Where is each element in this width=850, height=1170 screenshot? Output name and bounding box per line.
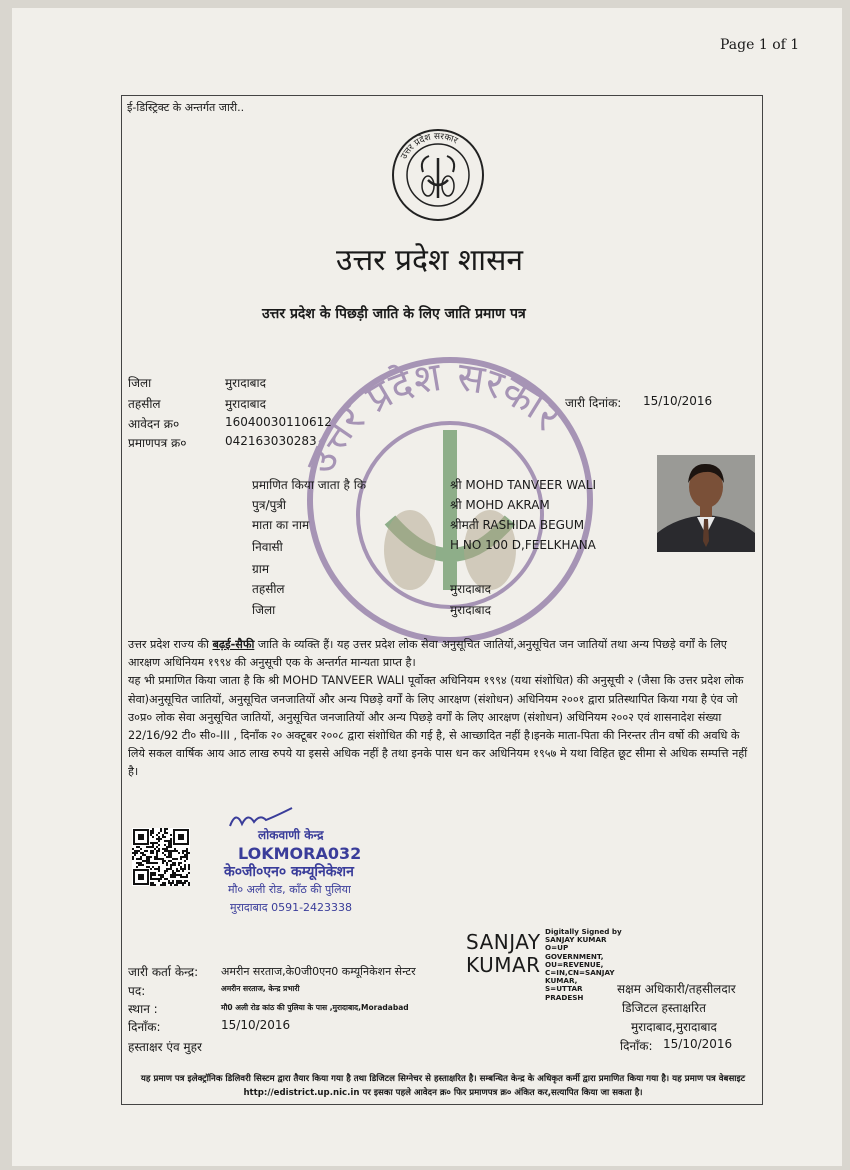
- person-district-label: जिला: [252, 603, 276, 617]
- father-name: श्री MOHD AKRAM: [450, 498, 550, 512]
- district-value: मुरादाबाद: [225, 376, 267, 390]
- person-tehsil: मुरादाबाद: [450, 582, 492, 596]
- village-label: ग्राम: [252, 562, 270, 576]
- signature-seal-label: हस्ताक्षर एंव मुहर: [128, 1040, 202, 1054]
- digital-signature-details: Digitally Signed by SANJAY KUMAR O=UP GOVERNMENT, OU=REVENUE, C=IN,CN=SANJAY KUMAR, S=UTTAR PRADESH: [545, 927, 622, 1002]
- post-value: अमरीन सरताज, केन्द्र प्रभारी: [221, 984, 300, 993]
- certificate-number-label: प्रमाणपत्र क्र०: [128, 436, 187, 450]
- issue-date: 15/10/2016: [643, 394, 713, 408]
- post-label: पद:: [128, 984, 146, 998]
- issue-date-label: जारी दिनांक:: [565, 396, 622, 410]
- applicant-photo: [657, 455, 755, 552]
- district-label: जिला: [128, 376, 152, 390]
- mother-name: श्रीमती RASHIDA BEGUM: [450, 518, 585, 532]
- person-tehsil-label: तहसील: [252, 582, 285, 596]
- tehsil-label: तहसील: [128, 397, 161, 411]
- authority-location: मुरादाबाद,मुरादाबाद: [631, 1020, 717, 1034]
- address: H NO 100 D,FEELKHANA: [450, 538, 596, 552]
- lokvani-code: LOKMORA032: [238, 844, 362, 863]
- document-title: उत्तर प्रदेश शासन: [336, 243, 524, 278]
- caste-name: बढ़ई-सैफी: [212, 638, 255, 651]
- signer-name-line-2: KUMAR: [466, 953, 541, 977]
- place-value: मौ0 अली रोड कांठ की पुलिया के पास ,मुरादाबाद,Moradabad: [221, 1003, 409, 1012]
- body-paragraph-1: उत्तर प्रदेश राज्य की बढ़ई-सैफी जाति के व्यक्ति हैं। यह उत्तर प्रदेश लोक सेवा अनुसूचित जातियों,अनुसूचित जन जातियों तथा अन्य पिछड़े वर्गों के लिए आरक्षण अधिनियम १९९४ की अनुसूची एक के अन्तर्गत मान्यता प्राप्त है।: [128, 638, 727, 670]
- lokvani-line-3: के०जी०एन० कम्यूनिकेशन: [224, 864, 354, 880]
- page-indicator: Page 1 of 1: [720, 37, 800, 53]
- application-number-label: आवेदन क्र०: [128, 417, 180, 431]
- authority-title: सक्षम अधिकारी/तहसीलदार: [617, 982, 736, 996]
- resident-label: निवासी: [252, 540, 283, 554]
- issuing-center-label: जारी कर्ता केन्द्र:: [128, 965, 199, 979]
- lokvani-line-5: मुरादाबाद 0591-2423338: [230, 901, 353, 914]
- issuing-center: अमरीन सरताज,के0जी0एन0 कम्यूनिकेशन सेन्टर: [221, 965, 416, 978]
- verification-footer: यह प्रमाण पत्र इलेक्ट्रॉनिक डिलिवरी सिस्टम द्वारा तैयार किया गया है तथा डिजिटल सिग्नेचर से हस्ताक्षरित है। सम्बन्धित केन्द्र के अधिकृत कर्मी द्वारा प्रमाणित किया गया है। यह प्रमाण पत्र वेबसाइट http://edistrict.up.nic.in पर इसका पहले आवेदन क्र० फिर प्रमाणपत्र क्र० अंकित कर,सत्यापित किया जा सकता है।: [140, 1074, 746, 1098]
- certified-label: प्रमाणित किया जाता है कि: [252, 478, 367, 492]
- authority-date-label: दिनाँक:: [620, 1039, 653, 1053]
- emblem-text: उत्तर प्रदेश सरकार: [399, 131, 460, 162]
- person-district: मुरादाबाद: [450, 603, 492, 617]
- place-label: स्थान :: [128, 1002, 158, 1016]
- lokvani-line-1: लोकवाणी केन्द्र: [258, 828, 324, 842]
- applicant-name: श्री MOHD TANVEER WALI: [450, 478, 597, 492]
- certificate-number: 042163030283: [225, 434, 317, 448]
- header-note: ई-डिस्ट्रिक्ट के अन्तर्गत जारी..: [127, 101, 245, 114]
- up-emblem-icon: [388, 128, 488, 222]
- parent-label: पुत्र/पुत्री: [252, 498, 287, 512]
- mother-label: माता का नाम: [252, 518, 310, 532]
- body-paragraph-2: यह भी प्रमाणित किया जाता है कि श्री MOHD TANVEER WALI पूर्वोक्त अधिनियम १९९४ (यथा संशोधित) की अनुसूची २ (जैसा कि उत्तर प्रदेश लोक सेवा)अनुसूचित जातियों, अनुसूचित जनजातियों और अन्य पिछड़े वर्गों के लिए आरक्षण (संशोधन) अधिनियम २००१ द्वारा प्रतिस्थापित किया गया है एंव जो उ०प्र० लोक सेवा अनुसूचित जातियों, अनुसूचित जनजातियों और अन्य पिछड़े वर्गों के लिए आरक्षण (संशोधन) अधिनियम २००२ एवं शासनादेश संख्या 22/16/92 टी० सी०-III , दिनाँक २० अक्टूबर २००८ द्वारा संशोधित की गई है, से आच्छादित नहीं है।इनके माता-पिता की निरन्तर तीन वर्षो की अवधि के लिये सकल वार्षिक आय आठ लाख रुपये या इससे अधिक नहीं है तथा इनके पास धन कर अधिनियम १९५७ मे यथा विहित छूट सीमा से अधिक सम्पत्ति नहीं है।: [128, 674, 748, 779]
- qr-code: [132, 828, 190, 886]
- tehsil-value: मुरादाबाद: [225, 397, 267, 411]
- application-number: 16040030110612: [225, 415, 332, 429]
- authority-digital-signed: डिजिटल हस्ताक्षरित: [622, 1001, 706, 1015]
- signer-name-line-1: SANJAY: [466, 930, 541, 954]
- issuer-date-label: दिनाँक:: [128, 1020, 161, 1034]
- authority-date: 15/10/2016: [663, 1037, 733, 1051]
- issuer-date: 15/10/2016: [221, 1018, 291, 1032]
- lokvani-line-4: मौ० अली रोड, काँठ की पुलिया: [228, 883, 351, 896]
- stamp-text: उत्तर प्रदेश सरकार: [297, 353, 570, 481]
- certificate-body: [128, 636, 758, 782]
- document-subtitle: उत्तर प्रदेश के पिछड़ी जाति के लिए जाति प्रमाण पत्र: [262, 306, 526, 322]
